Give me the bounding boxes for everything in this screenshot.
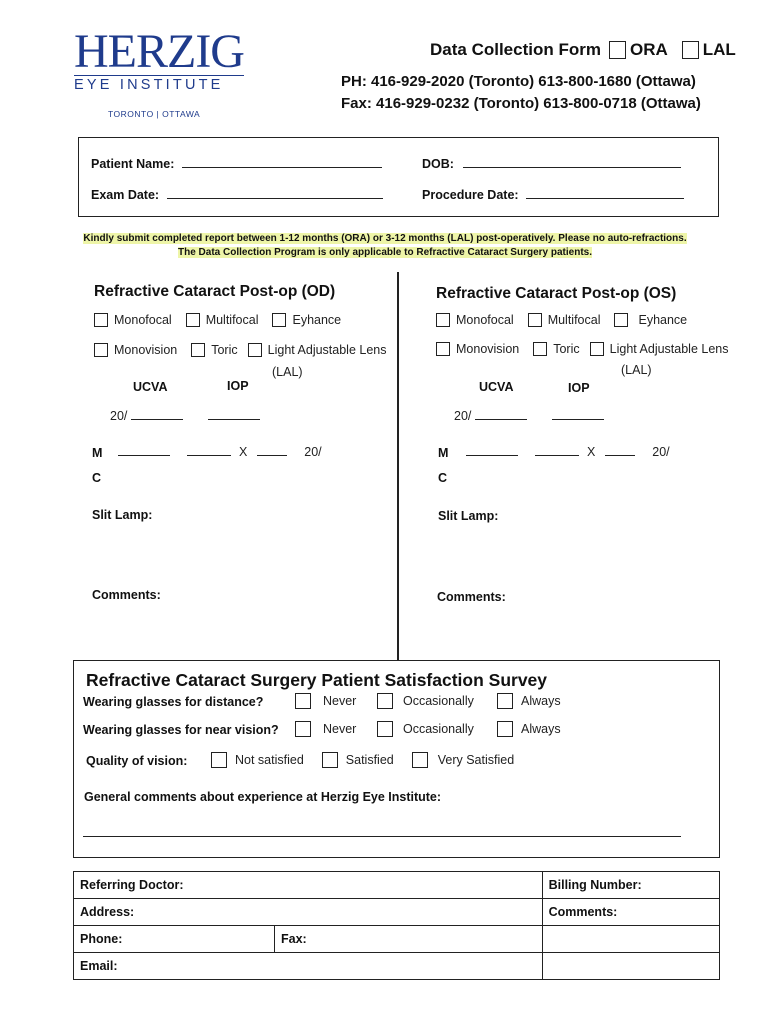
- fax-label: Fax:: [281, 932, 307, 946]
- distance-never-checkbox[interactable]: [295, 693, 311, 709]
- os-axis-field[interactable]: [605, 455, 635, 456]
- billing-number-cell[interactable]: [542, 872, 719, 899]
- od-cylinder-field[interactable]: [187, 455, 231, 456]
- od-sphere-field[interactable]: [118, 455, 170, 456]
- os-title: Refractive Cataract Post-op (OS): [436, 285, 677, 302]
- patient-name-row: [91, 157, 382, 171]
- fax-cell[interactable]: [275, 926, 543, 953]
- od-eyhance-checkbox[interactable]: [272, 313, 286, 327]
- od-lens-row-2: [94, 343, 386, 357]
- os-iop-label: IOP: [568, 381, 590, 395]
- od-lal-label: Light Adjustable Lens: [267, 343, 387, 357]
- os-lal-label: Light Adjustable Lens: [609, 342, 729, 356]
- general-comments-label: General comments about experience at Herzig Eye Institute:: [84, 790, 442, 804]
- distance-occasionally-checkbox[interactable]: [377, 693, 393, 709]
- od-x-label: X: [238, 445, 248, 459]
- os-iop-field[interactable]: [552, 419, 604, 420]
- od-multifocal-checkbox[interactable]: [186, 313, 200, 327]
- satisfied-checkbox[interactable]: [322, 752, 338, 768]
- logo-subtitle: EYE INSTITUTE: [74, 75, 244, 93]
- quality-options: [211, 752, 514, 768]
- phone-cell[interactable]: [74, 926, 275, 953]
- od-iop-field[interactable]: [208, 419, 260, 420]
- os-m-label: M: [438, 446, 449, 460]
- comments-cell[interactable]: [542, 899, 719, 926]
- od-c-label: C: [92, 471, 102, 485]
- od-lal-checkbox[interactable]: [248, 343, 262, 357]
- dob-label: DOB:: [422, 157, 454, 171]
- os-multifocal-label: Multifocal: [547, 313, 601, 327]
- os-eyhance-checkbox[interactable]: [614, 313, 628, 327]
- od-monofocal-checkbox[interactable]: [94, 313, 108, 327]
- referral-comments-label: Comments:: [548, 905, 618, 919]
- phone-line: PH: 416-929-2020 (Toronto) 613-800-1680 (Ottawa): [341, 73, 696, 90]
- logo-name: HERZIG: [74, 25, 244, 78]
- od-lens-row-1: [94, 313, 341, 327]
- general-comments-field[interactable]: [83, 836, 681, 837]
- os-monofocal-label: Monofocal: [456, 313, 514, 327]
- od-monofocal-label: Monofocal: [114, 313, 172, 327]
- near-always-label: Always: [521, 722, 561, 736]
- very-satisfied-label: Very Satisfied: [437, 753, 515, 767]
- od-slit-lamp-label: Slit Lamp:: [92, 508, 153, 522]
- os-monofocal-checkbox[interactable]: [436, 313, 450, 327]
- patient-name-field[interactable]: [182, 167, 382, 168]
- ora-checkbox[interactable]: [609, 41, 626, 59]
- distance-occasionally-label: Occasionally: [403, 694, 474, 708]
- quality-label: Quality of vision:: [86, 754, 188, 768]
- notice: [0, 232, 770, 260]
- exam-date-row: [91, 188, 383, 202]
- not-satisfied-checkbox[interactable]: [211, 752, 227, 768]
- dob-field[interactable]: [463, 167, 681, 168]
- notice-line-1: Kindly submit completed report between 1-12 months (ORA) or 3-12 months (LAL) post-operatively. Please no auto-refractions.: [83, 233, 687, 244]
- od-title: Refractive Cataract Post-op (OD): [94, 283, 336, 300]
- near-occasionally-label: Occasionally: [403, 722, 474, 736]
- empty-cell-1: [542, 926, 719, 953]
- near-options: [295, 721, 561, 737]
- very-satisfied-checkbox[interactable]: [412, 752, 428, 768]
- column-divider: [397, 272, 399, 660]
- not-satisfied-label: Not satisfied: [235, 753, 304, 767]
- os-slit-lamp-label: Slit Lamp:: [438, 509, 499, 523]
- email-label: Email:: [80, 959, 118, 973]
- od-toric-label: Toric: [211, 343, 238, 357]
- os-va-row: [454, 409, 604, 423]
- near-label: Wearing glasses for near vision?: [83, 723, 279, 737]
- exam-date-label: Exam Date:: [91, 188, 160, 202]
- distance-always-checkbox[interactable]: [497, 693, 513, 709]
- os-lens-row-2: [436, 342, 728, 356]
- os-toric-label: Toric: [553, 342, 580, 356]
- address-cell[interactable]: [74, 899, 543, 926]
- email-cell[interactable]: [74, 953, 543, 980]
- os-ucva-field[interactable]: [475, 419, 527, 420]
- distance-always-label: Always: [521, 694, 561, 708]
- near-occasionally-checkbox[interactable]: [377, 721, 393, 737]
- ora-label: ORA: [629, 40, 668, 59]
- od-va-row: [110, 409, 260, 423]
- os-mr-row: [466, 445, 670, 459]
- satisfied-label: Satisfied: [345, 753, 394, 767]
- referring-doctor-label: Referring Doctor:: [80, 878, 184, 892]
- near-always-checkbox[interactable]: [497, 721, 513, 737]
- procedure-date-field[interactable]: [526, 198, 684, 199]
- od-iop-label: IOP: [227, 379, 249, 393]
- exam-date-field[interactable]: [167, 198, 383, 199]
- procedure-date-label: Procedure Date:: [422, 188, 519, 202]
- od-mr-row: [118, 445, 322, 459]
- os-mr-suffix: 20/: [652, 445, 670, 459]
- fax-line: Fax: 416-929-0232 (Toronto) 613-800-0718 (Ottawa): [341, 95, 701, 112]
- os-x-label: X: [586, 445, 596, 459]
- patient-name-label: Patient Name:: [91, 157, 175, 171]
- od-mr-suffix: 20/: [304, 445, 322, 459]
- os-c-label: C: [438, 471, 448, 485]
- od-toric-checkbox[interactable]: [191, 343, 205, 357]
- od-axis-field[interactable]: [257, 455, 287, 456]
- od-m-label: M: [92, 446, 103, 460]
- od-eyhance-label: Eyhance: [292, 313, 342, 327]
- os-lal-checkbox[interactable]: [590, 342, 604, 356]
- address-label: Address:: [80, 905, 135, 919]
- patient-info-box: [78, 137, 719, 217]
- od-ucva-field[interactable]: [131, 419, 183, 420]
- billing-number-label: Billing Number:: [548, 878, 642, 892]
- os-lal-abbr: (LAL): [621, 363, 652, 377]
- near-never-checkbox[interactable]: [295, 721, 311, 737]
- os-monovision-label: Monovision: [456, 342, 520, 356]
- distance-options: [295, 693, 561, 709]
- satisfaction-survey-box: [73, 660, 720, 858]
- os-comments-label: Comments:: [437, 590, 506, 604]
- procedure-date-row: [422, 188, 684, 202]
- os-ucva-label: UCVA: [479, 380, 514, 394]
- os-monovision-checkbox[interactable]: [436, 342, 450, 356]
- os-va-prefix: 20/: [454, 409, 472, 423]
- near-never-label: Never: [323, 722, 357, 736]
- od-monovision-checkbox[interactable]: [94, 343, 108, 357]
- logo-locations: TORONTO | OTTAWA: [108, 109, 201, 119]
- phone-label: Phone:: [80, 932, 123, 946]
- empty-cell-2: [542, 953, 719, 980]
- od-va-prefix: 20/: [110, 409, 128, 423]
- os-cylinder-field[interactable]: [535, 455, 579, 456]
- distance-label: Wearing glasses for distance?: [83, 695, 264, 709]
- os-eyhance-label: Eyhance: [638, 313, 688, 327]
- os-sphere-field[interactable]: [466, 455, 518, 456]
- dob-row: [422, 157, 681, 171]
- survey-title: Refractive Cataract Surgery Patient Satisfaction Survey: [86, 670, 548, 690]
- os-multifocal-checkbox[interactable]: [528, 313, 542, 327]
- form-title-row: [430, 40, 736, 60]
- lal-checkbox[interactable]: [682, 41, 699, 59]
- os-lens-row-1: [436, 313, 687, 327]
- form-title: Data Collection Form: [430, 40, 601, 59]
- od-comments-label: Comments:: [92, 588, 161, 602]
- od-monovision-label: Monovision: [114, 343, 178, 357]
- od-multifocal-label: Multifocal: [205, 313, 259, 327]
- notice-line-2: The Data Collection Program is only applicable to Refractive Cataract Surgery patients.: [177, 247, 592, 258]
- od-lal-abbr: (LAL): [272, 365, 303, 379]
- referring-doctor-cell[interactable]: [74, 872, 543, 899]
- os-toric-checkbox[interactable]: [533, 342, 547, 356]
- distance-never-label: Never: [323, 694, 357, 708]
- logo: [74, 25, 246, 119]
- referral-table: [73, 871, 720, 980]
- od-ucva-label: UCVA: [133, 380, 168, 394]
- lal-label: LAL: [702, 40, 736, 59]
